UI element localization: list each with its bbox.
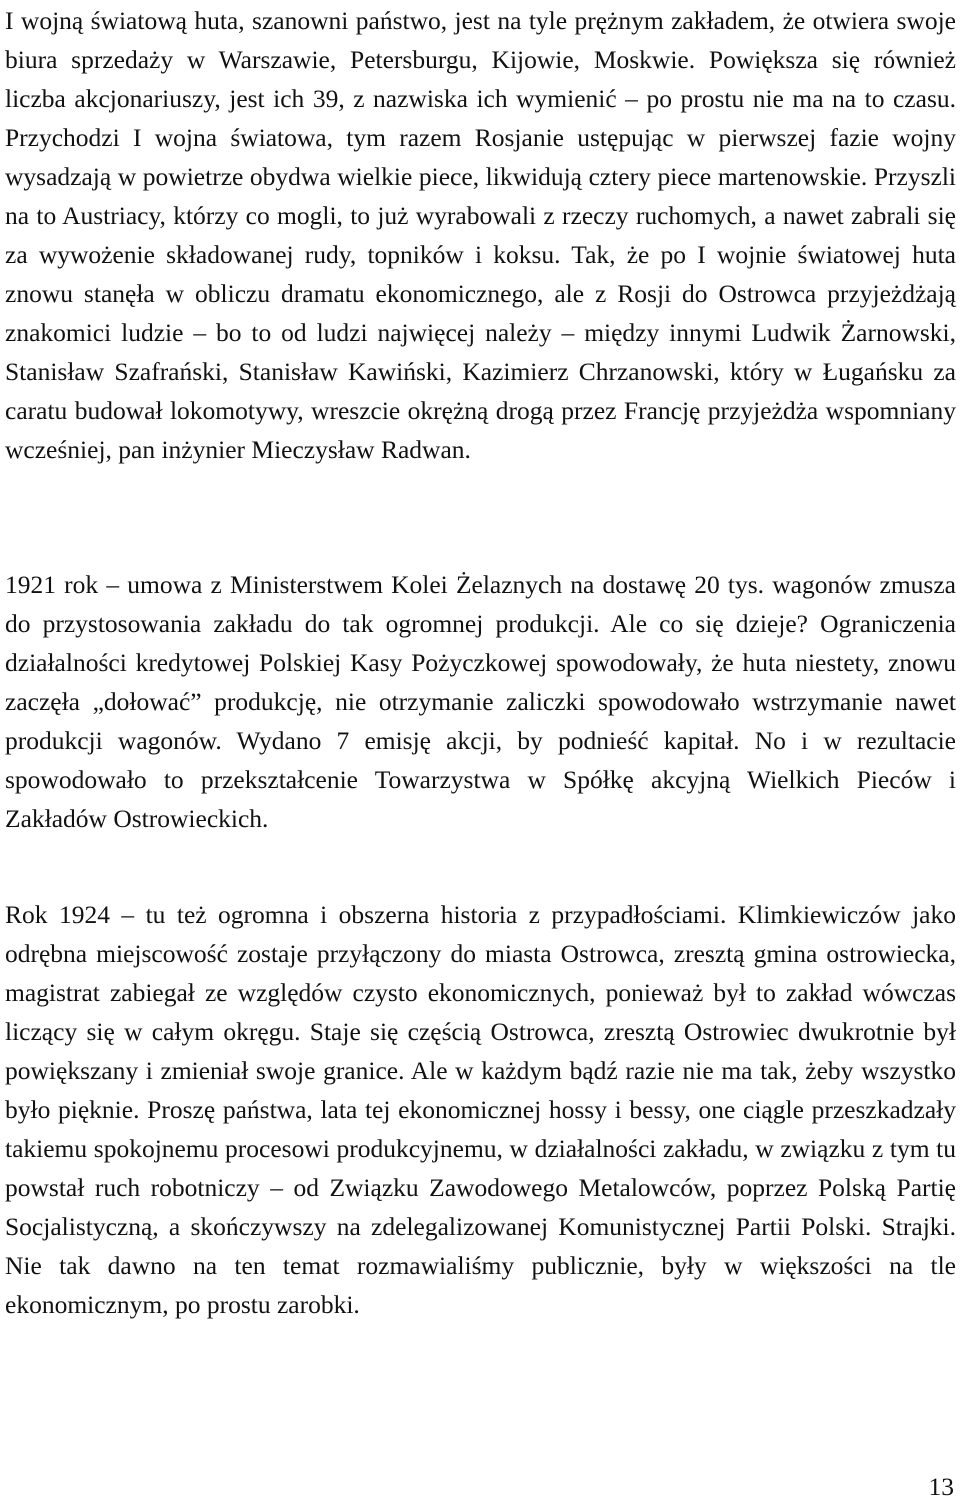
paragraph-2: 1921 rok – umowa z Ministerstwem Kolei Żelaznych na dostawę 20 tys. wagonów zmusza do przystosowania zakładu do tak ogromnej produkcji. Ale co się dzieje? Ograniczenia działalności kredytowej Polskiej Kasy Pożyczkowej spowodowały, że huta niestety, znowu zaczęła „dołować” produkcję, nie otrzymanie zaliczki spowodowało wstrzymanie nawet produkcji wagonów. Wydano 7 emisję akcji, by podnieść kapitał. No i w rezultacie spowodowało to przekształcenie Towarzystwa w Spółkę akcyjną Wielkich Pieców i Zakładów Ostrowieckich. [5,570,956,833]
page-number: 13 [928,1472,954,1501]
paragraph-3: Rok 1924 – tu też ogromna i obszerna historia z przypadłościami. Klimkiewiczów jako odrębna miejscowość zostaje przyłączony do miasta Ostrowca, zresztą gmina ostrowiecka, magistrat zabiegał ze względów czysto ekonomicznych, ponieważ był to zakład wówczas liczący się w całym okręgu. Staje się częścią Ostrowca, zresztą Ostrowiec dwukrotnie był powiększany i zmieniał swoje granice. Ale w każdym bądź razie nie ma tak, żeby wszystko było pięknie. Proszę państwa, lata tej ekonomicznej hossy i bessy, one ciągle przeszkadzały takiemu spokojnemu procesowi produkcyjnemu, w działalności zakładu, w związku z tym tu powstał ruch robotniczy – od Związku Zawodowego Metalowców, poprzez Polską Partię Socjalistyczną, a skończywszy na zdelegalizowanej Komunistycznej Partii Polski. Strajki. Nie tak dawno na ten temat rozmawialiśmy publicznie, były w większości na tle ekonomicznym, po prostu zarobki. [5,900,956,1319]
paragraph-1: I wojną światową huta, szanowni państwo, jest na tyle prężnym zakładem, że otwiera swoje biura sprzedaży w Warszawie, Petersburgu, Kijowie, Moskwie. Powiększa się również liczba akcjonariuszy, jest ich 39, z nazwiska ich wymienić – po prostu nie ma na to czasu. Przychodzi I wojna światowa, tym razem Rosjanie ustępując w pierwszej fazie wojny wysadzają w powietrze obydwa wielkie piece, likwidują cztery piece martenowskie. Przyszli na to Austriacy, którzy co mogli, to już wyrabowali z rzeczy ruchomych, a nawet zabrali się za wywożenie składowanej rudy, topników i koksu. Tak, że po I wojnie światowej huta znowu stanęła w obliczu dramatu ekonomicznego, ale z Rosji do Ostrowca przyjeżdżają znakomici ludzie – bo to od ludzi najwięcej należy – między innymi Ludwik Żarnowski, Stanisław Szafrański, Stanisław Kawiński, Kazimierz Chrzanowski, który w Ługańsku za caratu budował lokomotywy, wreszcie okrężną drogą przez Francję przyjeżdża wspomniany wcześniej, pan inżynier Mieczysław Radwan. [5,6,956,464]
